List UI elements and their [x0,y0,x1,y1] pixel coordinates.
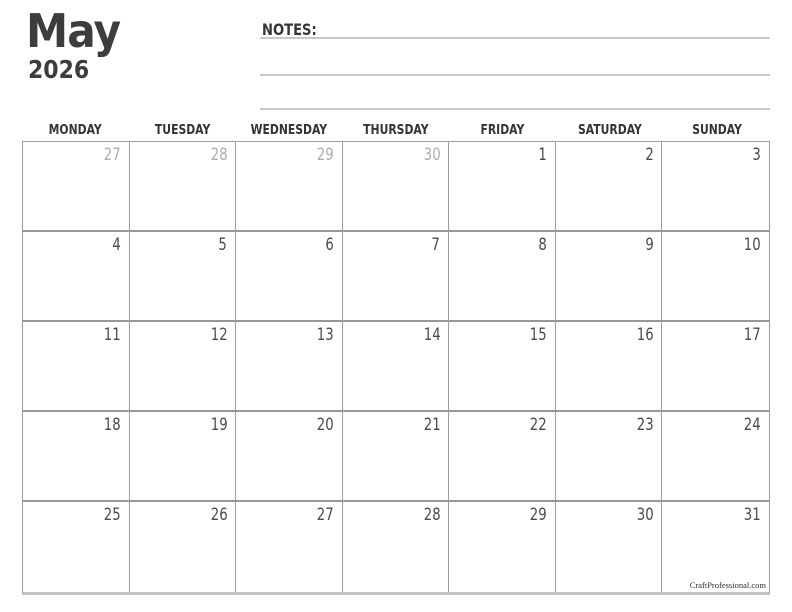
day-cell [556,502,663,592]
day-header-thursday [343,121,450,139]
day-number: 26 [210,505,228,525]
day-cell [130,502,237,592]
day-number: 23 [636,415,654,435]
day-number: 4 [112,235,121,255]
day-number: 24 [744,415,761,435]
day-number: 25 [103,505,121,525]
day-number: 8 [538,235,547,255]
notes-line-3 [260,108,770,110]
day-number: 6 [325,235,334,255]
day-number: 22 [529,415,547,435]
day-cell [236,232,343,322]
day-number: 27 [316,505,334,525]
day-cell [343,412,450,502]
day-cell [236,502,343,592]
day-number: 20 [316,415,334,435]
title-block [26,6,128,84]
day-header-label: SUNDAY [691,122,742,138]
day-cell [556,322,663,412]
day-number: 21 [423,415,441,435]
calendar-grid [22,141,770,595]
day-cell [343,232,450,322]
day-cell [130,412,237,502]
day-cell [343,322,450,412]
day-number: 27 [103,145,121,165]
day-header-monday [22,121,129,139]
day-cell [556,412,663,502]
day-number: 19 [210,415,228,435]
day-number: 17 [744,325,761,345]
day-number: 30 [636,505,654,525]
day-number: 29 [316,145,334,165]
day-cell [662,412,769,502]
day-cell [23,232,130,322]
day-header-label: FRIDAY [480,122,525,138]
day-cell [23,322,130,412]
day-cell [130,322,237,412]
day-number: 9 [644,235,654,255]
day-cell [343,142,450,232]
month-title: May [26,4,121,58]
day-header-friday [449,121,556,139]
day-cell [130,232,237,322]
day-header-label: MONDAY [48,122,102,138]
day-number: 15 [529,325,547,345]
day-number: 7 [431,235,441,255]
day-number: 12 [210,325,228,345]
day-header-label: THURSDAY [363,122,429,138]
day-header-label: WEDNESDAY [250,122,328,138]
day-header-wednesday [236,121,343,139]
day-cell [662,502,769,592]
day-number: 16 [636,325,654,345]
day-cell [556,142,663,232]
day-cell [449,232,556,322]
day-number: 5 [218,235,228,255]
day-header-tuesday [129,121,236,139]
day-number: 14 [423,325,441,345]
day-number: 13 [316,325,334,345]
day-cell [662,322,769,412]
day-cell [23,142,130,232]
day-cell [23,412,130,502]
day-cell [556,232,663,322]
day-cell [236,142,343,232]
day-header-saturday [556,121,663,139]
year-label: 2026 [28,54,90,84]
day-number: 28 [423,505,441,525]
day-cell [23,502,130,592]
day-number: 2 [644,145,654,165]
day-header-label: TUESDAY [154,122,210,138]
day-cell [343,502,450,592]
day-number: 10 [744,235,761,255]
day-cell [449,412,556,502]
day-cell [449,142,556,232]
notes-line-2 [260,74,770,76]
day-number: 31 [744,505,761,525]
day-cell [130,142,237,232]
day-number: 18 [103,415,121,435]
day-header-label: SATURDAY [577,122,642,138]
day-cell [662,142,769,232]
day-cell [236,412,343,502]
day-cell [449,502,556,592]
notes-line-1 [260,37,770,39]
day-number: 1 [538,145,547,165]
watermark: CraftProfessional.com [689,580,766,590]
day-number: 28 [210,145,228,165]
day-cell [449,322,556,412]
day-header-row [22,121,770,139]
day-cell [236,322,343,412]
day-cell [662,232,769,322]
notes-label: NOTES: [262,20,317,39]
day-number: 3 [752,145,761,165]
day-number: 11 [103,325,121,345]
day-number: 30 [423,145,441,165]
day-number: 29 [529,505,547,525]
day-header-sunday [663,121,770,139]
